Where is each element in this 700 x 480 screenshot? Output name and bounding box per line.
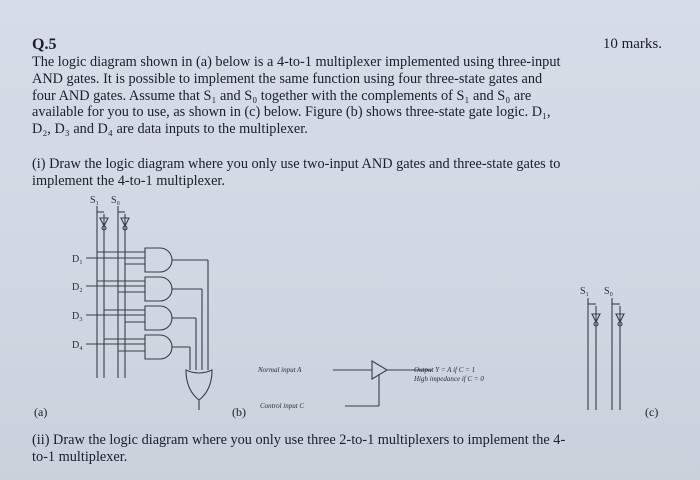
figure-a-mux-diagram [72, 195, 212, 410]
figure-a-select-s1-label: S₁ [90, 195, 100, 206]
intro-line: four AND gates. Assume that S₁ and S₀ together with the complements of S₁ and S₀ are [32, 87, 532, 104]
control-input-label: Control input C [260, 402, 305, 410]
and-gate-4 [104, 335, 172, 359]
part-i-line: implement the 4-to-1 multiplexer. [32, 172, 225, 189]
question-marks: 10 marks. [602, 36, 662, 52]
figure-a-d4-label: D₄ [72, 340, 83, 351]
figure-c-select-lines [580, 286, 624, 410]
figure-a-label: (a) [34, 405, 48, 419]
intro-line: D₂, D₃ and D₄ are data inputs to the multiplexer. [32, 121, 308, 138]
figure-c-select-s1-label: S₁ [580, 286, 590, 297]
part-ii-text [32, 432, 668, 466]
question-number: Q.5 [32, 36, 57, 53]
normal-input-label: Normal input A [258, 366, 302, 374]
and-gate-2 [97, 277, 172, 301]
output-line1: Output Y = A if C = 1 [414, 366, 476, 374]
output-line2: High impedance if C = 0 [414, 375, 484, 383]
intro-line: available for you to use, as shown in (c) below. Figure (b) shows three-state gate logic. D₁, [32, 104, 551, 121]
figure-c-label: (c) [645, 405, 659, 419]
figure-b-label: (b) [232, 405, 246, 419]
or-gate [186, 370, 212, 410]
intro-line: AND gates. It is possible to implement the same function using four three-state gates and [32, 70, 543, 87]
part-ii-line: to-1 multiplexer. [32, 448, 128, 465]
and-gate-1 [97, 248, 172, 272]
figure-a-d2-label: D₂ [72, 282, 83, 293]
figure-a-select-s0-label: S₀ [111, 195, 121, 206]
intro-line: The logic diagram shown in (a) below is a 4-to-1 multiplexer implemented using three-input [32, 54, 561, 70]
figure-c-select-s0-label: S₀ [604, 286, 614, 297]
figure-b-three-state-gate [257, 361, 484, 410]
part-i-line: (i) Draw the logic diagram where you only use two-input AND gates and three-state gates to [32, 156, 561, 172]
figure-a-d3-label: D₃ [72, 311, 83, 322]
figure-a-d1-label: D₁ [72, 254, 83, 265]
part-ii-line: (ii) Draw the logic diagram where you only use three 2-to-1 multiplexers to implement the 4- [32, 432, 566, 448]
and-gate-3 [104, 306, 172, 330]
